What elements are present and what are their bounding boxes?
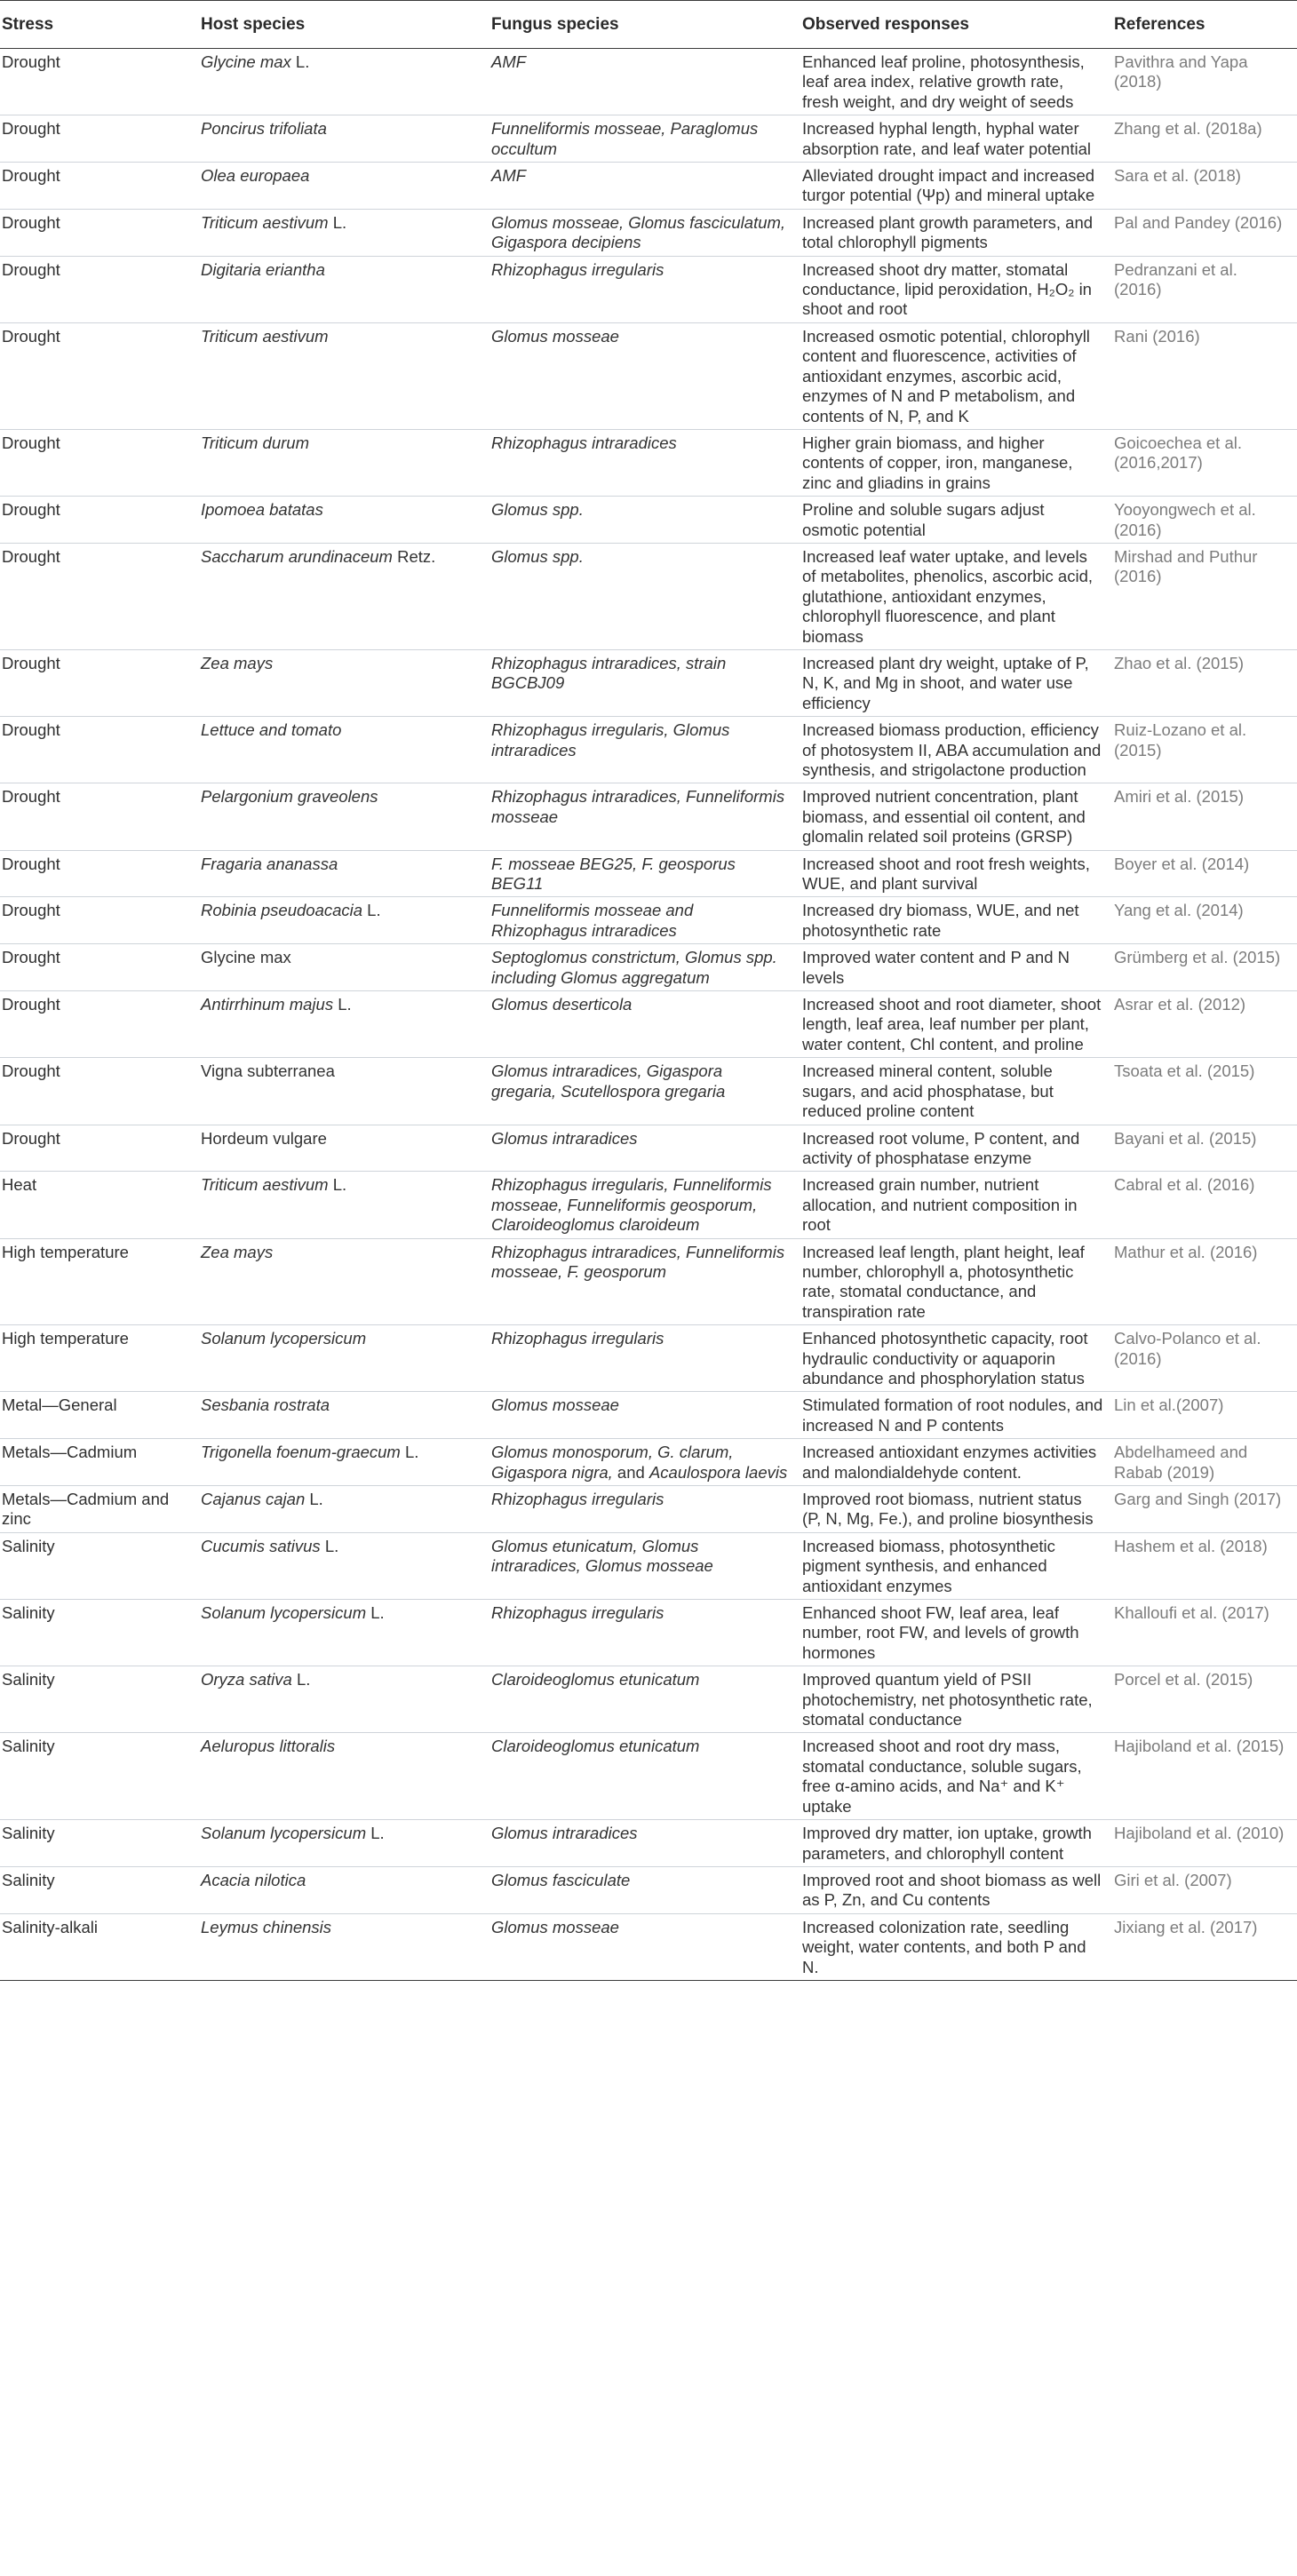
reference-cell: Goicoechea et al. (2016,2017)	[1112, 429, 1297, 496]
host-species-cell	[199, 1733, 489, 1820]
fungus-species-cell-text: Rhizophagus irregularis	[491, 1603, 664, 1623]
host-species-cell-text: L.	[290, 52, 310, 71]
table-row	[0, 1439, 1297, 1486]
host-species-cell	[199, 1666, 489, 1733]
observed-responses-cell: Increased plant growth parameters, and total chlorophyll pigments	[800, 209, 1112, 256]
observed-responses-cell: Improved root and shoot biomass as well as P, Zn, and Cu contents	[800, 1866, 1112, 1913]
observed-responses-cell: Increased shoot and root fresh weights, WUE, and plant survival	[800, 850, 1112, 897]
observed-responses-cell: Increased root volume, P content, and activity of phosphatase enzyme	[800, 1125, 1112, 1172]
fungus-species-cell-text: Funneliformis mosseae and Rhizophagus intraradices	[491, 901, 694, 940]
fungus-species-cell	[489, 1392, 800, 1439]
host-species-cell	[199, 1238, 489, 1325]
fungus-species-cell-text: F. mosseae BEG25, F. geosporus BEG11	[491, 854, 736, 894]
observed-responses-cell: Improved water content and P and N levels	[800, 944, 1112, 991]
stress-cell: Drought	[0, 429, 199, 496]
reference-cell: Zhao et al. (2015)	[1112, 649, 1297, 716]
table-row	[0, 163, 1297, 210]
stress-cell: Metals—Cadmium and zinc	[0, 1486, 199, 1533]
reference-cell: Grümberg et al. (2015)	[1112, 944, 1297, 991]
reference-cell: Amiri et al. (2015)	[1112, 783, 1297, 850]
observed-responses-cell: Increased dry biomass, WUE, and net photosynthetic rate	[800, 897, 1112, 944]
reference-cell: Zhang et al. (2018a)	[1112, 115, 1297, 163]
host-species-cell-text: L.	[333, 995, 352, 1014]
observed-responses-cell: Increased plant dry weight, uptake of P, N, K, and Mg in shoot, and water use efficiency	[800, 649, 1112, 716]
reference-cell: Boyer et al. (2014)	[1112, 850, 1297, 897]
host-species-cell	[199, 1392, 489, 1439]
host-species-cell	[199, 1532, 489, 1599]
fungus-species-cell	[489, 1325, 800, 1392]
host-species-cell-text: Ipomoea batatas	[201, 500, 323, 520]
table-row	[0, 717, 1297, 783]
reference-cell: Yang et al. (2014)	[1112, 897, 1297, 944]
table-row	[0, 991, 1297, 1058]
host-species-cell-text: Cajanus cajan	[201, 1490, 306, 1508]
stress-cell: Drought	[0, 717, 199, 783]
fungus-species-cell	[489, 543, 800, 649]
table-row	[0, 322, 1297, 429]
host-species-cell-text: Glycine max	[201, 948, 291, 967]
table-row	[0, 649, 1297, 716]
observed-responses-cell: Increased shoot and root diameter, shoot length, leaf area, leaf number per plant, water content, Chl content, and proline	[800, 991, 1112, 1058]
reference-cell: Giri et al. (2007)	[1112, 1866, 1297, 1913]
host-species-cell-text: Olea europaea	[201, 166, 310, 186]
table-row	[0, 897, 1297, 944]
observed-responses-cell: Increased colonization rate, seedling weight, water contents, and both P and N.	[800, 1913, 1112, 1980]
stress-cell: Drought	[0, 1058, 199, 1125]
host-species-cell	[199, 991, 489, 1058]
table-row	[0, 1820, 1297, 1867]
table-row	[0, 1058, 1297, 1125]
fungus-species-cell-text: Rhizophagus irregularis, Funneliformis mosseae, Funneliformis geosporum, Claroideoglomus claroideum	[491, 1175, 772, 1235]
stress-cell: Salinity	[0, 1600, 199, 1666]
host-species-cell-text: L.	[328, 1175, 347, 1195]
table-row	[0, 209, 1297, 256]
observed-responses-cell: Increased shoot and root dry mass, stomatal conductance, soluble sugars, free α-amino acids, and Na⁺ and K⁺ uptake	[800, 1733, 1112, 1820]
fungus-species-cell-text: and	[612, 1462, 649, 1482]
fungus-species-cell-text: AMF	[491, 52, 527, 71]
fungus-species-cell-text: Glomus deserticola	[491, 995, 633, 1014]
observed-responses-cell: Enhanced leaf proline, photosynthesis, leaf area index, relative growth rate, fresh weight, and dry weight of seeds	[800, 49, 1112, 115]
stress-cell: Drought	[0, 49, 199, 115]
observed-responses-cell: Increased leaf length, plant height, leaf number, chlorophyll a, photosynthetic rate, stomatal conductance, and transpiration rate	[800, 1238, 1112, 1325]
stress-cell: Drought	[0, 1125, 199, 1172]
host-species-cell-text: Cucumis sativus	[201, 1536, 321, 1555]
reference-cell: Cabral et al. (2016)	[1112, 1172, 1297, 1238]
host-species-cell	[199, 783, 489, 850]
host-species-cell	[199, 717, 489, 783]
header-host-species: Host species	[199, 1, 489, 49]
host-species-cell-text: Zea mays	[201, 1242, 274, 1261]
host-species-cell-text: Retz.	[392, 546, 436, 566]
stress-cell: Metal—General	[0, 1392, 199, 1439]
table-row	[0, 543, 1297, 649]
table-header-row	[0, 1, 1297, 49]
reference-cell: Pavithra and Yapa (2018)	[1112, 49, 1297, 115]
table-row	[0, 850, 1297, 897]
host-species-cell	[199, 897, 489, 944]
fungus-species-cell	[489, 322, 800, 429]
table-row	[0, 1913, 1297, 1980]
fungus-species-cell	[489, 717, 800, 783]
observed-responses-cell: Proline and soluble sugars adjust osmotic potential	[800, 497, 1112, 544]
reference-cell: Hajiboland et al. (2015)	[1112, 1733, 1297, 1820]
host-species-cell-text: Robinia pseudoacacia	[201, 901, 363, 920]
stress-cell: Drought	[0, 991, 199, 1058]
table-row	[0, 1866, 1297, 1913]
fungus-species-cell	[489, 115, 800, 163]
table-row	[0, 1238, 1297, 1325]
observed-responses-cell: Increased leaf water uptake, and levels of metabolites, phenolics, ascorbic acid, glutathione, antioxidant enzymes, chlorophyll fluorescence, and plant biomass	[800, 543, 1112, 649]
table-row	[0, 115, 1297, 163]
reference-cell: Asrar et al. (2012)	[1112, 991, 1297, 1058]
host-species-cell-text: Poncirus trifoliata	[201, 119, 327, 139]
observed-responses-cell: Increased grain number, nutrient allocation, and nutrient composition in root	[800, 1172, 1112, 1238]
host-species-cell	[199, 850, 489, 897]
reference-cell: Abdelhameed and Rabab (2019)	[1112, 1439, 1297, 1486]
host-species-cell-text: Solanum lycopersicum	[201, 1824, 367, 1843]
host-species-cell	[199, 1439, 489, 1486]
stress-cell: Drought	[0, 115, 199, 163]
fungus-species-cell-text: Rhizophagus intraradices, strain BGCBJ09	[491, 653, 727, 693]
observed-responses-cell: Alleviated drought impact and increased turgor potential (Ψp) and mineral uptake	[800, 163, 1112, 210]
host-species-cell	[199, 1172, 489, 1238]
host-species-cell-text: Lettuce and tomato	[201, 720, 342, 740]
reference-cell: Pedranzani et al. (2016)	[1112, 256, 1297, 322]
stress-cell: Drought	[0, 256, 199, 322]
fungus-species-cell	[489, 1238, 800, 1325]
stress-cell: Drought	[0, 783, 199, 850]
observed-responses-cell: Increased shoot dry matter, stomatal conductance, lipid peroxidation, H₂O₂ in shoot and root	[800, 256, 1112, 322]
fungus-species-cell	[489, 783, 800, 850]
reference-cell: Hashem et al. (2018)	[1112, 1532, 1297, 1599]
host-species-cell-text: Aeluropus littoralis	[201, 1737, 336, 1756]
observed-responses-cell: Improved root biomass, nutrient status (P, N, Mg, Fe.), and proline biosynthesis	[800, 1486, 1112, 1533]
reference-cell: Ruiz-Lozano et al. (2015)	[1112, 717, 1297, 783]
fungus-species-cell-text: Glomus mosseae	[491, 1917, 619, 1936]
stress-cell: Drought	[0, 209, 199, 256]
reference-cell: Porcel et al. (2015)	[1112, 1666, 1297, 1733]
observed-responses-cell: Increased biomass production, efficiency of photosystem II, ABA accumulation and synthesis, and strigolactone production	[800, 717, 1112, 783]
observed-responses-cell: Improved dry matter, ion uptake, growth parameters, and chlorophyll content	[800, 1820, 1112, 1867]
stress-cell: High temperature	[0, 1325, 199, 1392]
stress-cell: Drought	[0, 649, 199, 716]
reference-cell: Sara et al. (2018)	[1112, 163, 1297, 210]
fungus-species-cell-text: Glomus mosseae	[491, 326, 619, 346]
fungus-species-cell-text: Glomus spp.	[491, 500, 584, 520]
host-species-cell	[199, 543, 489, 649]
observed-responses-cell: Stimulated formation of root nodules, and increased N and P contents	[800, 1392, 1112, 1439]
fungus-species-cell	[489, 497, 800, 544]
host-species-cell-text: Triticum durum	[201, 433, 309, 452]
stress-cell: Drought	[0, 897, 199, 944]
reference-cell: Lin et al.(2007)	[1112, 1392, 1297, 1439]
fungus-species-cell-text: Claroideoglomus etunicatum	[491, 1737, 700, 1756]
fungus-species-cell-text: Rhizophagus intraradices	[491, 433, 677, 452]
observed-responses-cell: Enhanced shoot FW, leaf area, leaf number, root FW, and levels of growth hormones	[800, 1600, 1112, 1666]
fungus-species-cell-text: Glomus fasciculate	[491, 1870, 631, 1889]
host-species-cell	[199, 1325, 489, 1392]
fungus-species-cell	[489, 991, 800, 1058]
host-species-cell-text: Saccharum arundinaceum	[201, 546, 393, 566]
fungus-species-cell	[489, 209, 800, 256]
fungus-species-cell	[489, 850, 800, 897]
host-species-cell	[199, 115, 489, 163]
fungus-species-cell-text: Glomus intraradices, Gigaspora gregaria, Scutellospora gregaria	[491, 1061, 726, 1101]
host-species-cell-text: Digitaria eriantha	[201, 259, 325, 279]
stress-cell: High temperature	[0, 1238, 199, 1325]
fungus-species-cell-text: Glomus mosseae	[491, 1395, 619, 1415]
host-species-cell-text: Vigna subterranea	[201, 1061, 335, 1081]
stress-cell: Salinity	[0, 1820, 199, 1867]
host-species-cell	[199, 256, 489, 322]
host-species-cell-text: Trigonella foenum-graecum	[201, 1443, 401, 1462]
stress-cell: Drought	[0, 543, 199, 649]
host-species-cell-text: Pelargonium graveolens	[201, 787, 378, 807]
host-species-cell-text: Glycine max	[201, 52, 291, 71]
reference-cell: Tsoata et al. (2015)	[1112, 1058, 1297, 1125]
stress-cell: Salinity-alkali	[0, 1913, 199, 1980]
fungus-species-cell-text: Glomus monosporum, G. clarum, Gigaspora nigra,	[491, 1443, 734, 1482]
fungus-species-cell	[489, 49, 800, 115]
stress-cell: Drought	[0, 497, 199, 544]
host-species-cell-text: L.	[362, 901, 381, 920]
fungus-species-cell	[489, 1058, 800, 1125]
fungus-species-cell-text: Rhizophagus irregularis	[491, 1490, 664, 1508]
observed-responses-cell: Increased mineral content, soluble sugars, and acid phosphatase, but reduced proline content	[800, 1058, 1112, 1125]
table-row	[0, 1172, 1297, 1238]
observed-responses-cell: Improved nutrient concentration, plant biomass, and essential oil content, and glomalin related soil proteins (GRSP)	[800, 783, 1112, 850]
fungus-species-cell	[489, 897, 800, 944]
observed-responses-cell: Higher grain biomass, and higher contents of copper, iron, manganese, zinc and gliadins in grains	[800, 429, 1112, 496]
reference-cell: Mathur et al. (2016)	[1112, 1238, 1297, 1325]
fungus-species-cell-text: Funneliformis mosseae, Paraglomus occultum	[491, 119, 759, 158]
host-species-cell-text: L.	[291, 1670, 311, 1690]
fungus-species-cell	[489, 256, 800, 322]
fungus-species-cell	[489, 1172, 800, 1238]
host-species-cell-text: Acacia nilotica	[201, 1870, 306, 1889]
header-observed-responses: Observed responses	[800, 1, 1112, 49]
table-row	[0, 944, 1297, 991]
stress-cell: Salinity	[0, 1532, 199, 1599]
host-species-cell-text: Fragaria ananassa	[201, 854, 338, 873]
stress-cell: Metals—Cadmium	[0, 1439, 199, 1486]
host-species-cell-text: Sesbania rostrata	[201, 1395, 330, 1415]
host-species-cell	[199, 163, 489, 210]
reference-cell: Pal and Pandey (2016)	[1112, 209, 1297, 256]
reference-cell: Yooyongwech et al. (2016)	[1112, 497, 1297, 544]
header-references: References	[1112, 1, 1297, 49]
observed-responses-cell: Increased osmotic potential, chlorophyll content and fluorescence, activities of antioxidant enzymes, ascorbic acid, enzymes of N and P metabolism, and contents of N, P, and K	[800, 322, 1112, 429]
fungus-species-cell	[489, 1439, 800, 1486]
fungus-species-cell-text: Glomus intraradices	[491, 1824, 638, 1843]
table-row	[0, 49, 1297, 115]
host-species-cell	[199, 209, 489, 256]
host-species-cell	[199, 1913, 489, 1980]
table-row	[0, 1125, 1297, 1172]
table-row	[0, 497, 1297, 544]
fungus-species-cell-text: Acaulospora laevis	[648, 1462, 788, 1482]
fungus-species-cell-text: Glomus mosseae, Glomus fasciculatum, Gigaspora decipiens	[491, 212, 786, 252]
stress-cell: Drought	[0, 322, 199, 429]
fungus-species-cell	[489, 1600, 800, 1666]
reference-cell: Rani (2016)	[1112, 322, 1297, 429]
fungus-species-cell-text: Septoglomus constrictum, Glomus spp. including Glomus aggregatum	[491, 948, 777, 987]
host-species-cell	[199, 429, 489, 496]
fungus-species-cell	[489, 1666, 800, 1733]
fungus-species-cell-text: Claroideoglomus etunicatum	[491, 1670, 700, 1690]
fungus-species-cell-text: AMF	[491, 166, 527, 186]
stress-cell: Salinity	[0, 1866, 199, 1913]
header-fungus-species: Fungus species	[489, 1, 800, 49]
stress-cell: Salinity	[0, 1666, 199, 1733]
host-species-cell-text: Triticum aestivum	[201, 1175, 329, 1195]
fungus-species-cell-text: Rhizophagus irregularis, Glomus intraradices	[491, 720, 730, 759]
fungus-species-cell	[489, 163, 800, 210]
reference-cell: Mirshad and Puthur (2016)	[1112, 543, 1297, 649]
host-species-cell-text: Zea mays	[201, 653, 274, 672]
host-species-cell-text: Solanum lycopersicum	[201, 1603, 367, 1623]
host-species-cell	[199, 944, 489, 991]
fungus-species-cell	[489, 1913, 800, 1980]
stress-cell: Drought	[0, 944, 199, 991]
observed-responses-cell: Increased hyphal length, hyphal water absorption rate, and leaf water potential	[800, 115, 1112, 163]
fungus-species-cell-text: Rhizophagus intraradices, Funneliformis mosseae	[491, 787, 785, 826]
host-species-cell-text: L.	[305, 1490, 323, 1508]
host-species-cell-text: Triticum aestivum	[201, 326, 329, 346]
stress-cell: Drought	[0, 850, 199, 897]
stress-cell: Heat	[0, 1172, 199, 1238]
host-species-cell-text: L.	[366, 1824, 385, 1843]
fungus-species-cell	[489, 944, 800, 991]
reference-cell: Garg and Singh (2017)	[1112, 1486, 1297, 1533]
fungus-species-cell-text: Glomus spp.	[491, 546, 584, 566]
host-species-cell-text: Hordeum vulgare	[201, 1128, 327, 1148]
table-row	[0, 429, 1297, 496]
table-row	[0, 1325, 1297, 1392]
fungus-species-cell-text: Glomus etunicatum, Glomus intraradices, Glomus mosseae	[491, 1536, 713, 1576]
host-species-cell	[199, 649, 489, 716]
observed-responses-cell: Increased antioxidant enzymes activities and malondialdehyde content.	[800, 1439, 1112, 1486]
fungus-species-cell	[489, 1820, 800, 1867]
fungus-species-cell-text: Rhizophagus irregularis	[491, 259, 664, 279]
fungus-species-cell	[489, 1486, 800, 1533]
fungus-species-cell	[489, 1866, 800, 1913]
fungus-species-cell	[489, 1733, 800, 1820]
table-row	[0, 1600, 1297, 1666]
host-species-cell	[199, 322, 489, 429]
reference-cell: Khalloufi et al. (2017)	[1112, 1600, 1297, 1666]
host-species-cell	[199, 1125, 489, 1172]
table-row	[0, 1666, 1297, 1733]
reference-cell: Jixiang et al. (2017)	[1112, 1913, 1297, 1980]
reference-cell: Calvo-Polanco et al. (2016)	[1112, 1325, 1297, 1392]
host-species-cell	[199, 1600, 489, 1666]
host-species-cell	[199, 1820, 489, 1867]
fungus-species-cell-text: Rhizophagus irregularis	[491, 1329, 664, 1348]
table-row	[0, 1733, 1297, 1820]
host-species-cell-text: L.	[400, 1443, 419, 1462]
header-stress: Stress	[0, 1, 199, 49]
host-species-cell-text: Leymus chinensis	[201, 1917, 332, 1936]
table-row	[0, 1392, 1297, 1439]
fungus-species-cell	[489, 1532, 800, 1599]
fungus-species-cell-text: Rhizophagus intraradices, Funneliformis mosseae, F. geosporum	[491, 1242, 785, 1281]
observed-responses-cell: Enhanced photosynthetic capacity, root hydraulic conductivity or aquaporin abundance and phosphorylation status	[800, 1325, 1112, 1392]
table-row	[0, 1486, 1297, 1533]
host-species-cell-text: Triticum aestivum	[201, 212, 329, 232]
fungus-species-cell	[489, 649, 800, 716]
table-row	[0, 256, 1297, 322]
host-species-cell-text: L.	[328, 212, 347, 232]
fungus-species-cell	[489, 429, 800, 496]
host-species-cell	[199, 49, 489, 115]
table-body	[0, 49, 1297, 1981]
host-species-cell	[199, 497, 489, 544]
stress-cell: Salinity	[0, 1733, 199, 1820]
observed-responses-cell: Increased biomass, photosynthetic pigment synthesis, and enhanced antioxidant enzymes	[800, 1532, 1112, 1599]
host-species-cell	[199, 1866, 489, 1913]
fungus-species-cell-text: Glomus intraradices	[491, 1128, 638, 1148]
host-species-cell-text: Solanum lycopersicum	[201, 1329, 367, 1348]
observed-responses-cell: Improved quantum yield of PSII photochemistry, net photosynthetic rate, stomatal conductance	[800, 1666, 1112, 1733]
table-row	[0, 1532, 1297, 1599]
reference-cell: Hajiboland et al. (2010)	[1112, 1820, 1297, 1867]
host-species-cell-text: L.	[320, 1536, 339, 1555]
host-species-cell	[199, 1486, 489, 1533]
table-row	[0, 783, 1297, 850]
host-species-cell	[199, 1058, 489, 1125]
reference-cell: Bayani et al. (2015)	[1112, 1125, 1297, 1172]
host-species-cell-text: Antirrhinum majus	[201, 995, 334, 1014]
host-species-cell-text: Oryza sativa	[201, 1670, 292, 1690]
fungus-species-cell	[489, 1125, 800, 1172]
host-species-cell-text: L.	[366, 1603, 385, 1623]
stress-cell: Drought	[0, 163, 199, 210]
